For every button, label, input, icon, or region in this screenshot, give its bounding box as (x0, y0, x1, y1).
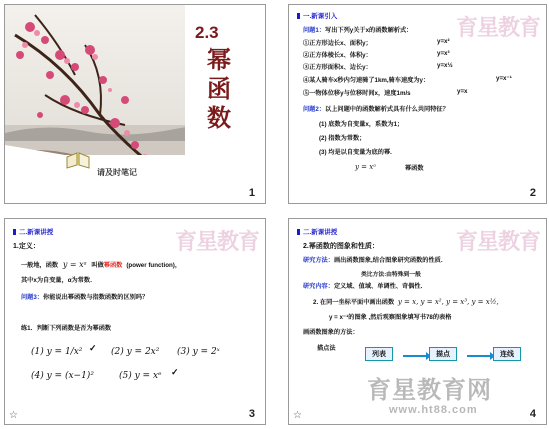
exercise-label: 练1．判断下列函数是否为幂函数 (21, 325, 112, 332)
flow-step-3: 连线 (493, 347, 521, 361)
slide-thumbnail-1[interactable] (4, 4, 266, 204)
item-text: ④某人骑车x秒内匀速骑了1km,骑车速度为y： (303, 77, 430, 84)
slide-number: 2 (529, 187, 536, 199)
def-text-b: 叫做 (91, 262, 104, 269)
key-note: 类比方法:由特殊到一般 (361, 272, 421, 278)
slide-title (199, 45, 239, 132)
method-text: 画出函数图象,结合图象研究函数的性质. (333, 257, 443, 264)
definition-label: 1.定义： (13, 243, 40, 250)
def-text-a: 一般地，函数 (21, 262, 59, 269)
star-icon: ☆ (9, 410, 18, 421)
definition-line-2: 其中x为自变量，α为常数． (21, 277, 97, 284)
school-logo-watermark: 育星教育 (174, 229, 259, 255)
content-line (303, 281, 427, 290)
section-header (13, 227, 53, 236)
slide-thumbnail-4[interactable] (288, 218, 547, 425)
header-bar-icon (297, 13, 300, 19)
formula-label: 幂函数 (405, 165, 424, 172)
item-text: ③正方形面积x、边长y： (303, 64, 372, 71)
header-bar-icon (13, 229, 16, 235)
question-1-label: 问题1： (303, 27, 326, 34)
question-1-text: 写出下列y关于x的函数解析式： (325, 27, 413, 34)
plot-method-label: 描点法 (317, 345, 336, 352)
question-1 (303, 25, 412, 34)
list-item (303, 75, 429, 84)
note-caption: 请及时笔记 (97, 168, 137, 177)
content-text: 定义域、值域、单调性、奇偶性． (333, 283, 427, 290)
list-item (303, 38, 372, 47)
power-formula: y = xᵃ (355, 163, 376, 171)
check-mark-icon: ✓ (171, 367, 179, 377)
site-watermark: 育星教育网 (367, 376, 492, 404)
def-text-c: (power function)， (126, 262, 182, 269)
item-text: ⑤一物体位移y与位移时间x，速度1m/s (303, 90, 411, 97)
feature-3: (3) 均是以自变量为底的幂. (319, 149, 392, 156)
question-2-text: 以上问题中的函数解析式具有什么共同特征？ (325, 106, 449, 113)
function-3: (3) y = 2ˣ (177, 347, 220, 357)
step-2-b: y = x⁻¹的图象 ,然后观察图象填写书78的表格 (329, 314, 452, 321)
step-2-text: 2. 在同一坐标平面中画出函数 (313, 299, 395, 306)
item-answer: y=x⁻¹ (496, 75, 512, 82)
header-bar-icon (297, 229, 300, 235)
function-5: (5) y = xᵉ (119, 371, 162, 381)
item-answer: y=x (457, 88, 468, 95)
slide-number: 1 (248, 187, 255, 199)
list-item (303, 62, 372, 71)
slide-number: 3 (248, 408, 255, 420)
check-mark-icon: ✓ (89, 343, 97, 353)
sub-title: 2.幂函数的图象和性质： (303, 243, 379, 250)
question-3-text: 你能说出幂函数与指数函数的区别吗？ (43, 294, 149, 301)
function-4: (4) y = (x−1)² (31, 371, 94, 381)
arrow-right-icon (403, 355, 427, 357)
question-3-label: 问题3： (21, 294, 44, 301)
slide-thumbnail-3[interactable] (4, 218, 266, 425)
item-text: ②正方体棱长x、体积y： (303, 52, 372, 59)
def-formula: y = xᵃ (62, 260, 87, 269)
steps-label: 画函数图象的方法： (303, 329, 359, 336)
school-logo-watermark: 育星教育 (455, 15, 540, 41)
header-text: 二.新课讲授 (303, 229, 338, 236)
section-number: 2.3 (195, 23, 219, 42)
item-answer: y=x² (437, 38, 450, 45)
slide-number: 4 (529, 408, 536, 420)
method-label: 研究方法： (303, 257, 334, 264)
slide-thumbnail-2[interactable] (288, 4, 547, 204)
question-2-label: 问题2： (303, 106, 326, 113)
content-label: 研究内容： (303, 283, 334, 290)
question-2 (303, 104, 449, 113)
section-header (297, 227, 337, 236)
site-watermark-url: www.ht88.com (389, 404, 478, 416)
definition-line-1 (21, 260, 181, 269)
feature-2: (2) 指数为常数； (319, 135, 366, 142)
school-logo-watermark: 育星教育 (455, 229, 540, 255)
function-2: (2) y = 2x² (111, 347, 160, 357)
item-answer: y=x½ (437, 62, 453, 69)
star-icon: ☆ (293, 410, 302, 421)
item-text: ①正方形边长x、面积y； (303, 40, 372, 47)
title-char-3: 数 (207, 103, 231, 132)
section-header (297, 11, 337, 20)
def-term: 幂函数 (103, 262, 123, 269)
step-2 (313, 297, 499, 306)
item-answer: y=x³ (437, 50, 450, 57)
book-icon (65, 151, 91, 173)
header-text: 一.新课引入 (303, 13, 338, 20)
method-line (303, 255, 443, 264)
arrow-right-icon (467, 355, 491, 357)
flow-step-2: 描点 (429, 347, 457, 361)
function-1: (1) y = 1/x² (31, 347, 83, 357)
header-text: 二.新课讲授 (19, 229, 54, 236)
feature-1: (1) 底数为自变量x，系数为1； (319, 121, 404, 128)
title-char-2: 函 (207, 74, 231, 103)
list-item (303, 88, 411, 97)
list-item (303, 50, 372, 59)
flow-step-1: 列表 (365, 347, 393, 361)
question-3 (21, 292, 148, 301)
title-char-1: 幂 (207, 45, 231, 74)
function-list: y = x, y = x², y = x³, y = x½, (397, 298, 499, 306)
